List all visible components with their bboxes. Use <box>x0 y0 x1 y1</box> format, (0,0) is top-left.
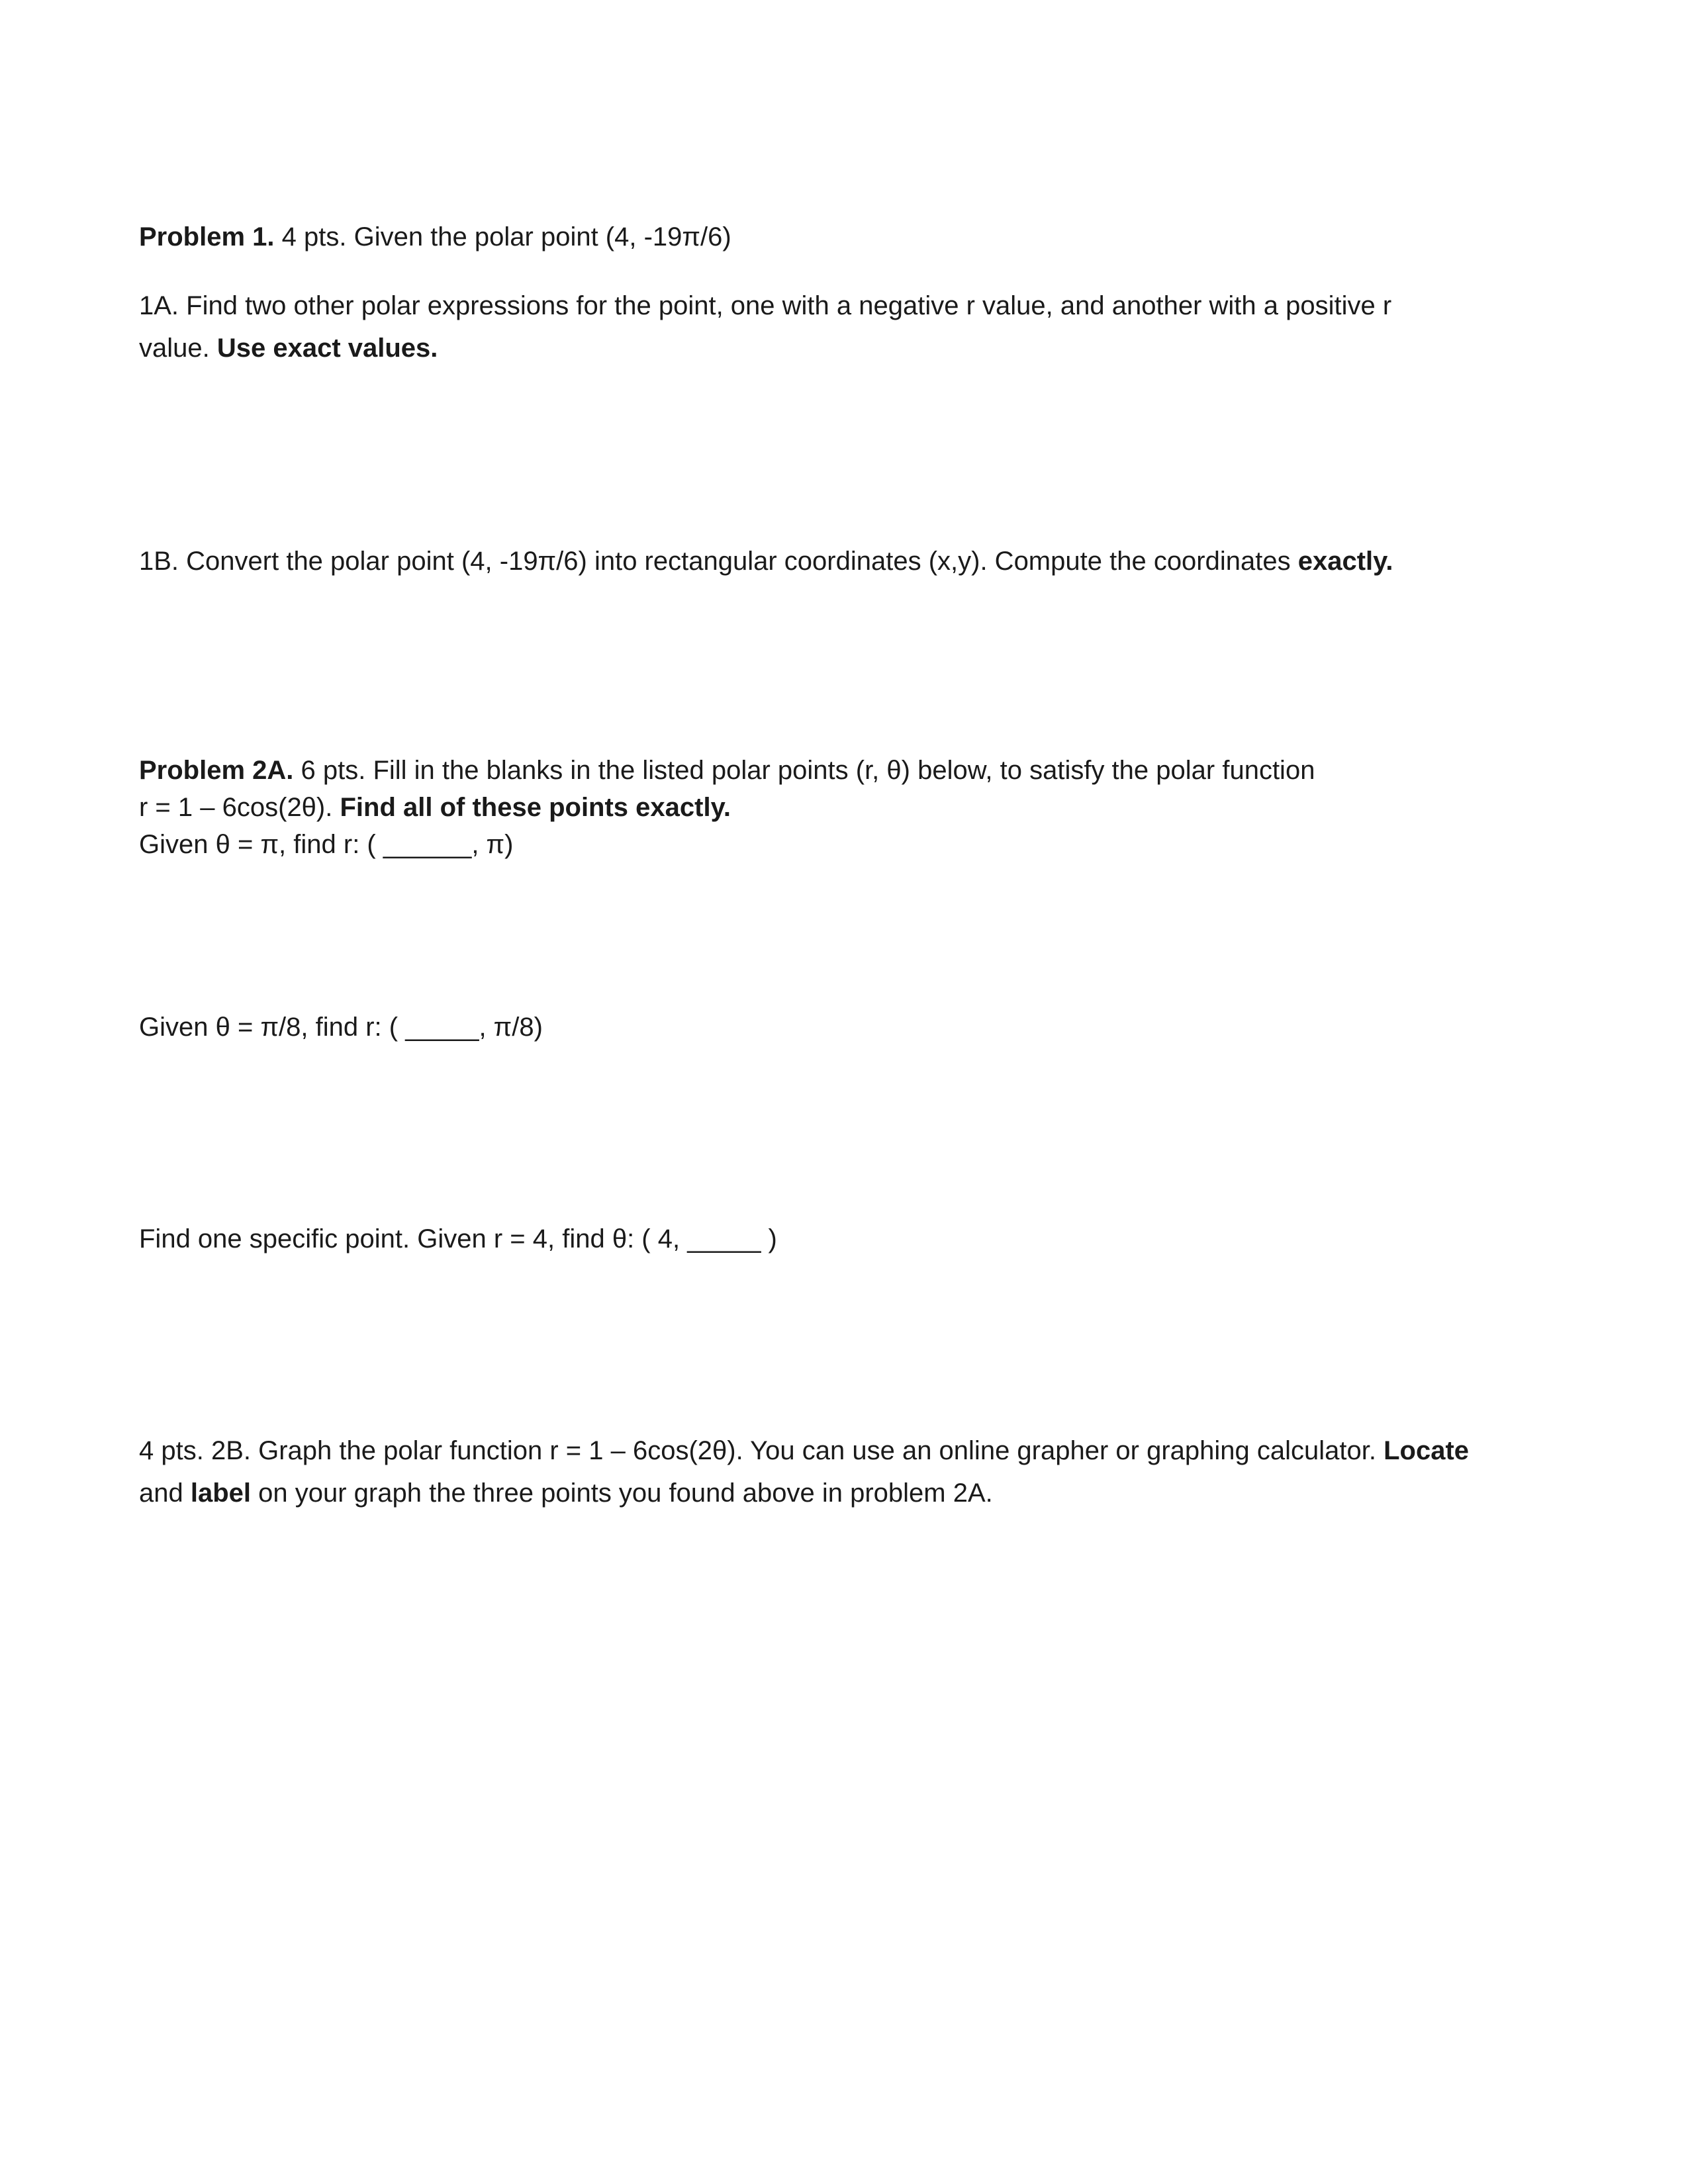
problem-2b <box>139 1430 1556 1514</box>
problem-2b-line1 <box>139 1430 1556 1472</box>
problem-1b <box>139 540 1556 582</box>
problem-2b-label-word: label <box>190 1479 252 1508</box>
problem-2a-function <box>139 789 1556 826</box>
problem-2a-intro: 6 pts. Fill in the blanks in the listed polar points (r, θ) below, to satisfy the polar function <box>293 756 1315 785</box>
problem-2b-locate: Locate <box>1383 1436 1470 1465</box>
problem-2a-header <box>139 752 1556 789</box>
problem-2b-line1-text: 4 pts. 2B. Graph the polar function r = 1 – 6cos(2θ). You can use an online grapher or graphing calculator. <box>139 1436 1384 1465</box>
problem-1b-emphasis: exactly. <box>1297 547 1393 576</box>
problem-2a-item-2: Given θ = π/8, find r: ( _____, π/8) <box>139 1013 543 1042</box>
problem-1-intro: 4 pts. Given the polar point (4, -19π/6) <box>274 222 731 251</box>
problem-1b-text: 1B. Convert the polar point (4, -19π/6) into rectangular coordinates (x,y). Compute the coordinates <box>139 547 1298 576</box>
problem-2b-line2 <box>139 1472 1556 1514</box>
problem-1-header <box>139 216 1556 258</box>
problem-1a-line2-text: value. <box>139 334 217 363</box>
problem-2a-item-1: Given θ = π, find r: ( ______, π) <box>139 830 514 859</box>
problem-2b-line2-suffix: on your graph the three points you found above in problem 2A. <box>251 1479 993 1508</box>
problem-1a-emphasis: Use exact values. <box>216 334 438 363</box>
problem-2a-label: Problem 2A. <box>139 756 294 785</box>
problem-2a-function-text: r = 1 – 6cos(2θ). <box>139 793 340 822</box>
problem-1-label: Problem 1. <box>139 222 275 251</box>
problem-2b-line2-prefix: and <box>139 1479 191 1508</box>
problem-2a-item-3: Find one specific point. Given r = 4, find θ: ( 4, _____ ) <box>139 1224 777 1253</box>
problem-1a-line1: 1A. Find two other polar expressions for the point, one with a negative r value, and another with a positive r <box>139 291 1392 320</box>
problem-1a <box>139 285 1556 369</box>
problem-2a <box>139 752 1556 863</box>
problem-2a-emphasis: Find all of these points exactly. <box>340 793 731 822</box>
problem-1a-line2 <box>139 327 1556 369</box>
